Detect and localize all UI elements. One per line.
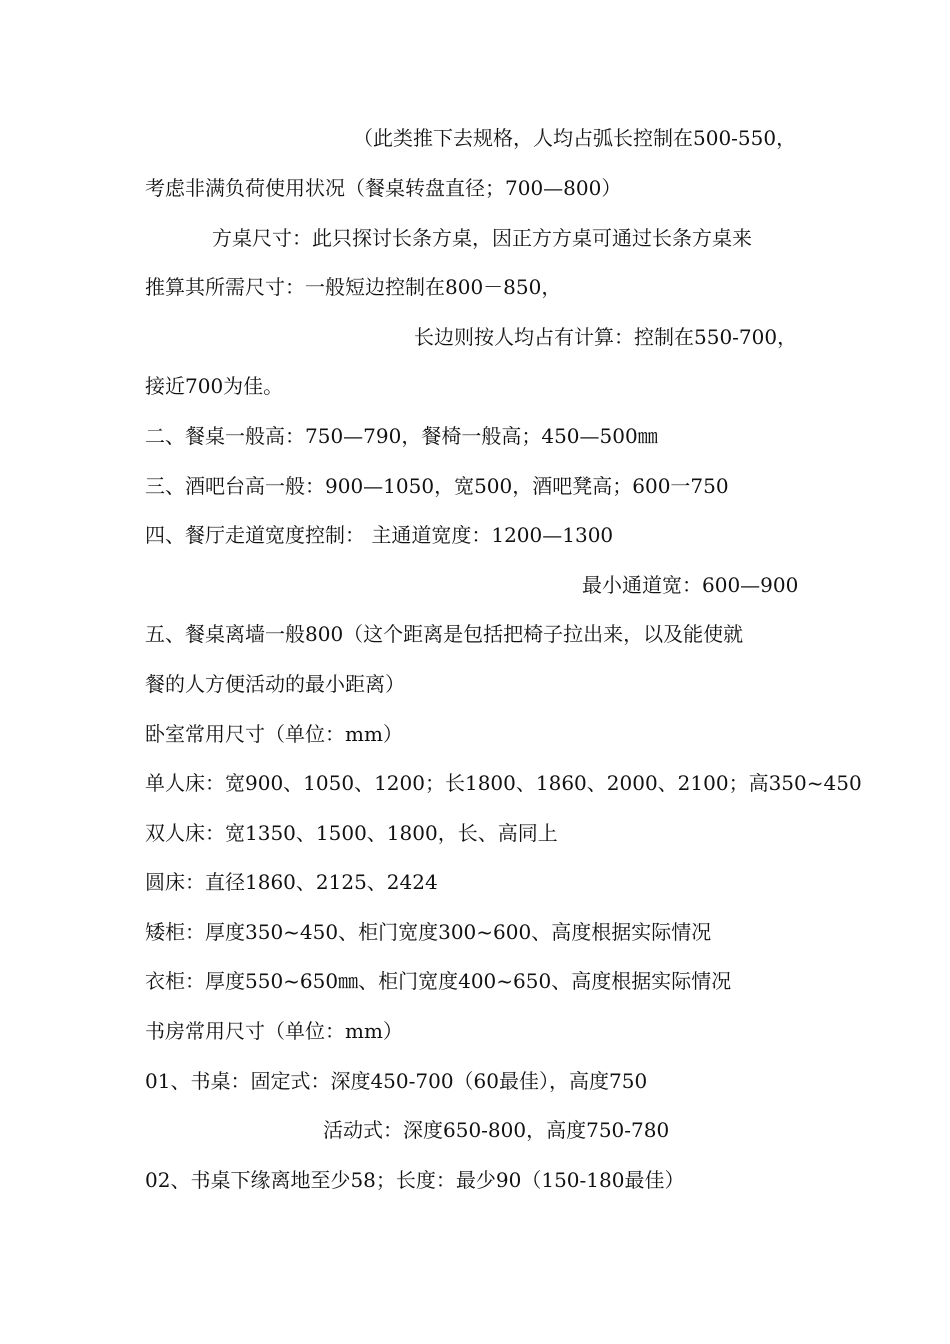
text-line: 最小通道宽：600—900 <box>582 573 799 597</box>
text-line: 三、酒吧台高一般：900—1050，宽500，酒吧凳高；600一750 <box>145 474 729 498</box>
text-line: 考虑非满负荷使用状况（餐桌转盘直径；700—800） <box>145 176 622 200</box>
text-line: 书房常用尺寸（单位：mm） <box>145 1019 403 1043</box>
text-line: 五、餐桌离墙一般800（这个距离是包括把椅子拉出来，以及能使就 <box>145 622 744 646</box>
text-line: 01、书桌：固定式：深度450-700（60最佳），高度750 <box>145 1069 648 1093</box>
text-line: 圆床：直径1860、2125、2424 <box>145 870 438 894</box>
text-line: 二、餐桌一般高：750—790，餐椅一般高；450—500㎜ <box>145 424 658 448</box>
text-line: 接近700为佳。 <box>145 374 284 398</box>
text-line: 矮柜：厚度350~450、柜门宽度300~600、高度根据实际情况 <box>145 920 712 944</box>
text-line: 02、书桌下缘离地至少58；长度：最少90（150-180最佳） <box>145 1168 685 1192</box>
text-line: 双人床：宽1350、1500、1800，长、高同上 <box>145 821 558 845</box>
text-line: 活动式：深度650-800，高度750-780 <box>323 1118 670 1142</box>
text-line: 方桌尺寸：此只探讨长条方桌，因正方方桌可通过长条方桌来 <box>212 226 752 250</box>
text-line: 餐的人方便活动的最小距离） <box>145 672 405 696</box>
text-line: 推算其所需尺寸：一般短边控制在800－850， <box>145 275 562 299</box>
text-line: 衣柜：厚度550~650㎜、柜门宽度400~650、高度根据实际情况 <box>145 969 732 993</box>
text-line: 长边则按人均占有计算：控制在550-700， <box>414 325 798 349</box>
text-line: 四、餐厅走道宽度控制： 主通道宽度：1200—1300 <box>145 523 614 547</box>
text-line: 卧室常用尺寸（单位：mm） <box>145 722 403 746</box>
text-line: 单人床：宽900、1050、1200；长1800、1860、2000、2100；高350~450 <box>145 771 862 795</box>
text-line: （此类推下去规格，人均占弧长控制在500-550， <box>353 126 797 150</box>
